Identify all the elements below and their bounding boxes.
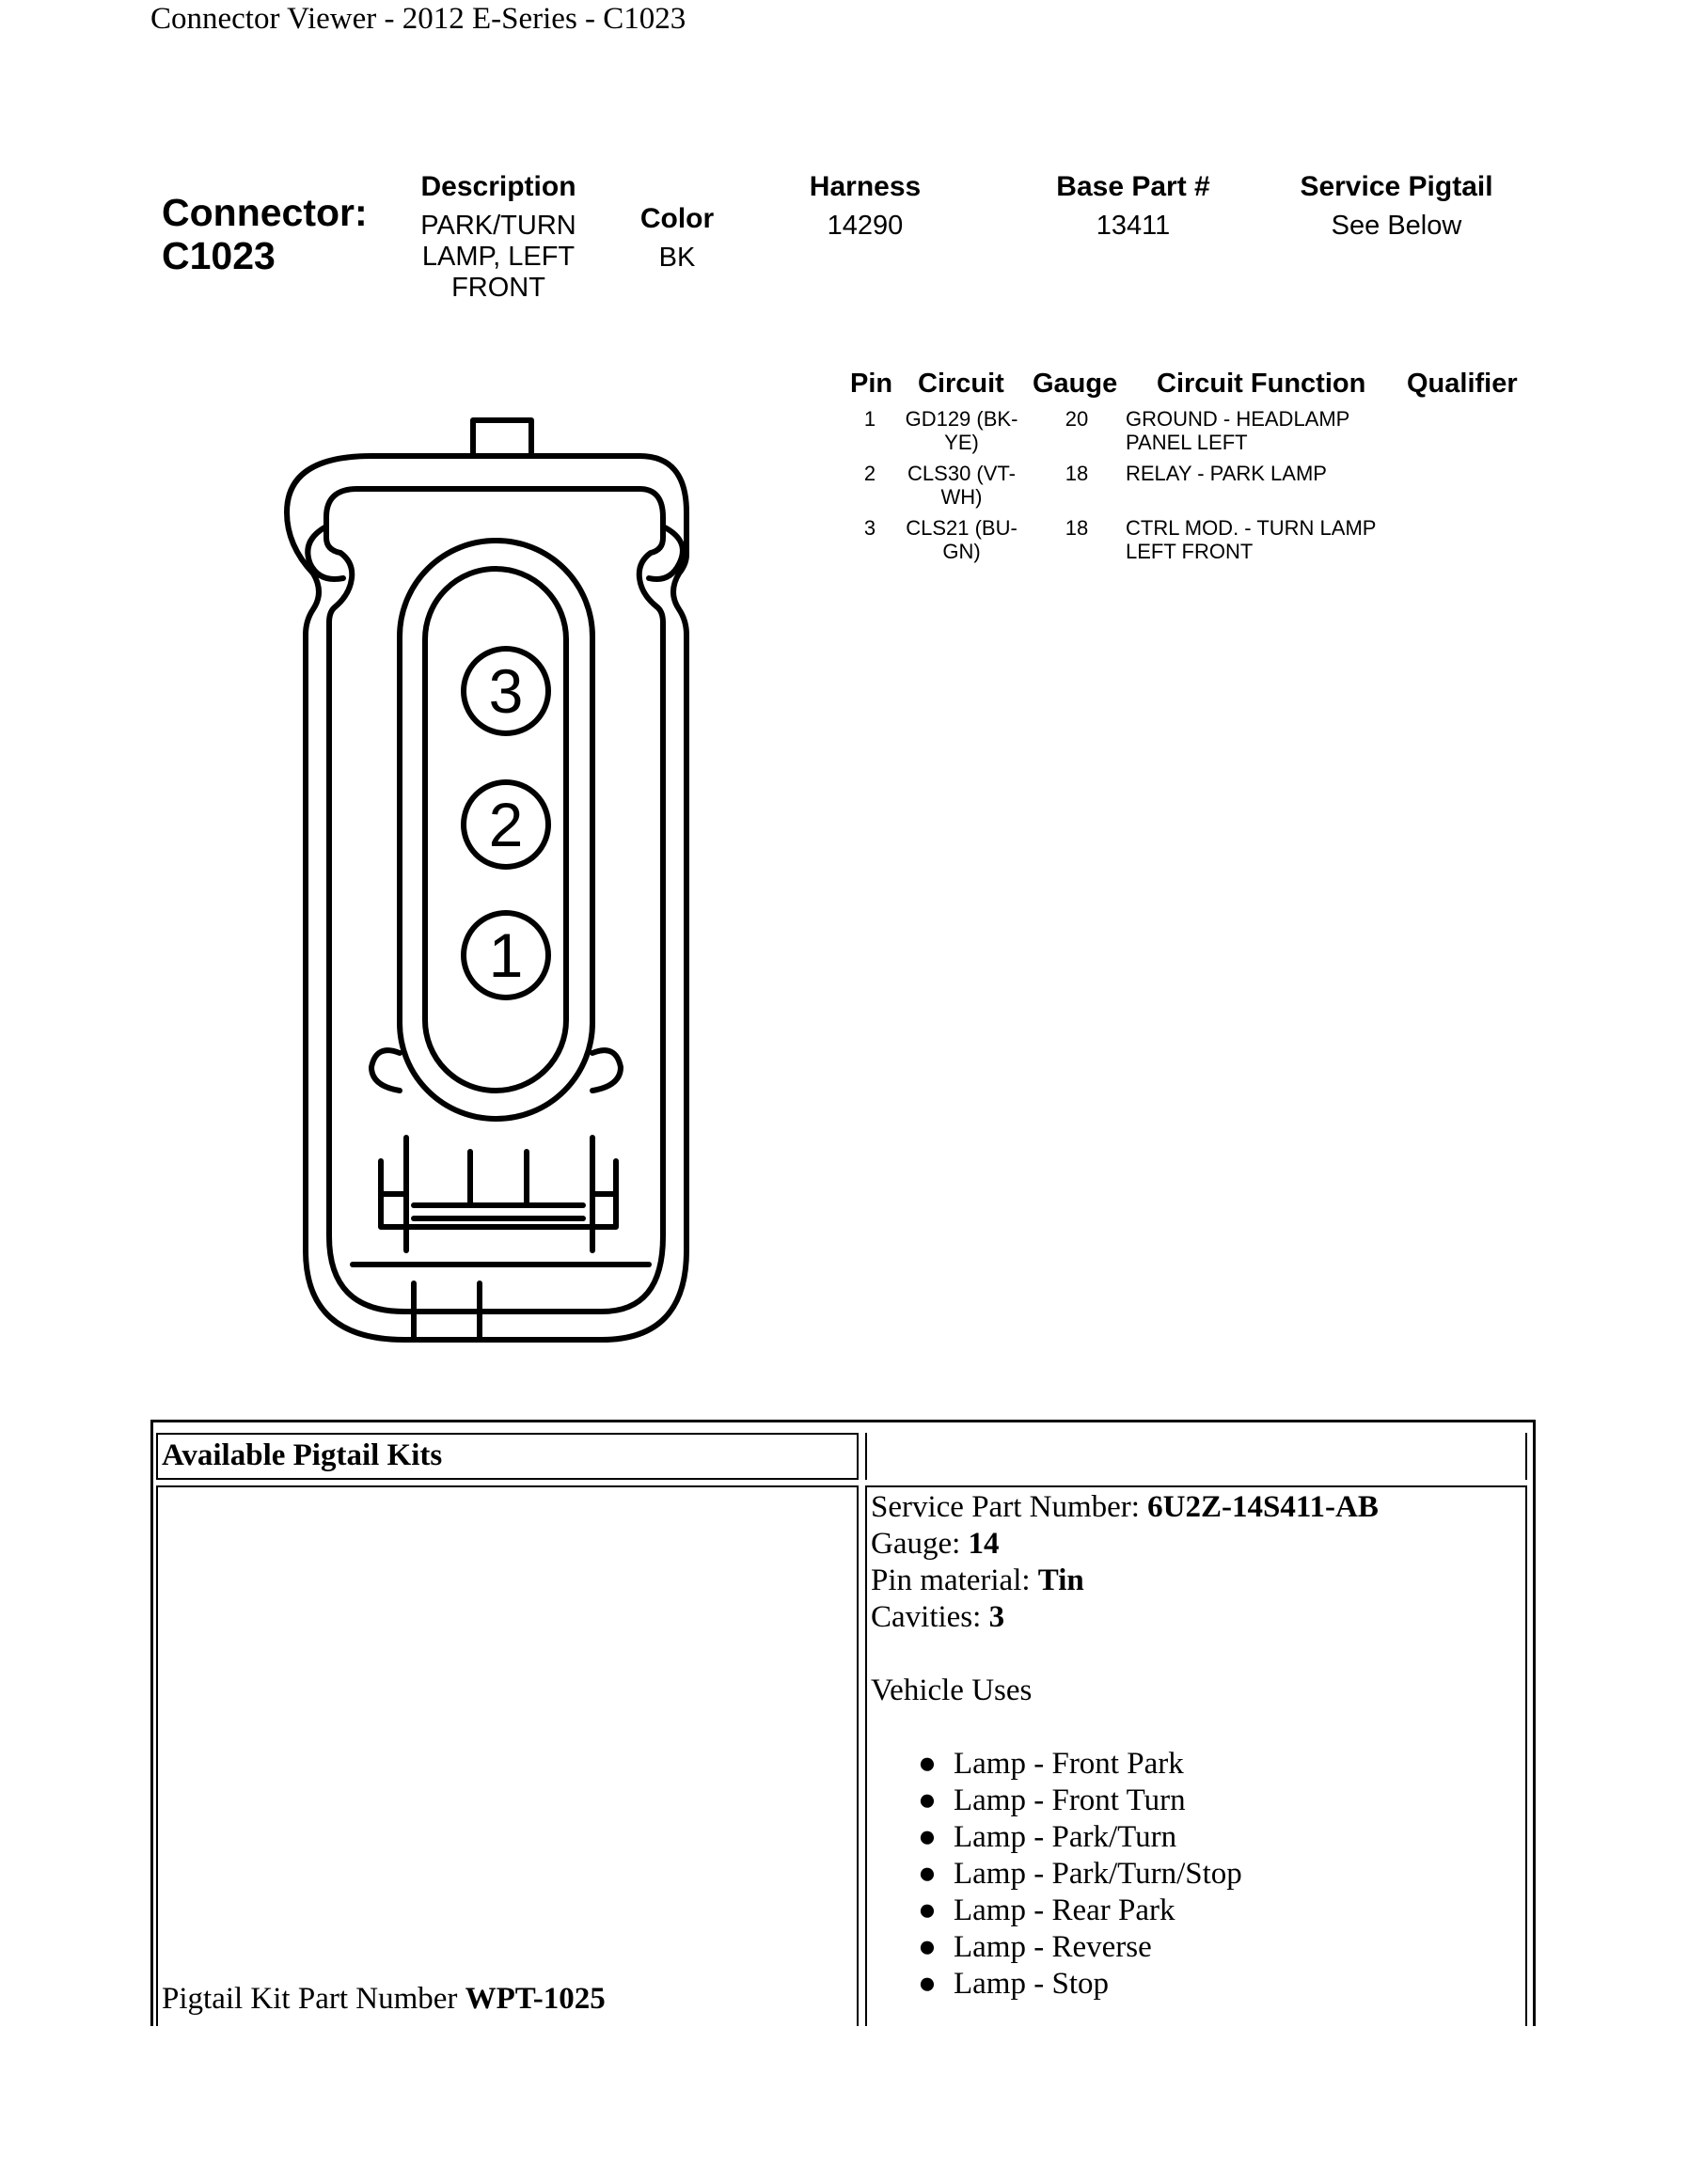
pin-cell: 2 bbox=[863, 462, 876, 485]
cavities bbox=[871, 1599, 1520, 1636]
vehicle-uses-label: Vehicle Uses bbox=[871, 1673, 1033, 1707]
circuit-cell-line: GD129 (BK- bbox=[905, 407, 1018, 431]
list-item bbox=[918, 1819, 1520, 1856]
function-cell-line: PANEL LEFT bbox=[1126, 431, 1248, 454]
cavities-value: 3 bbox=[988, 1600, 1005, 1634]
description-line: LAMP, LEFT bbox=[421, 242, 576, 272]
circuit-cell-line: CLS21 (BU- bbox=[906, 516, 1018, 540]
description-value bbox=[395, 211, 602, 304]
service-part-value: 6U2Z-14S411-AB bbox=[1147, 1490, 1379, 1524]
circuit-header: Circuit bbox=[918, 369, 1004, 399]
kit-gauge bbox=[871, 1526, 1520, 1563]
function-cell bbox=[1126, 462, 1327, 485]
connector-label-line1: Connector: bbox=[162, 191, 368, 234]
pin-number-label: 3 bbox=[488, 656, 524, 726]
bullet-icon: ● bbox=[918, 1747, 937, 1781]
description-line: FRONT bbox=[451, 273, 545, 303]
pigtail-kit-part-label: Pigtail Kit Part Number bbox=[162, 1982, 465, 2016]
circuit-cell bbox=[898, 516, 1025, 563]
description-line: PARK/TURN bbox=[420, 211, 576, 241]
gauge-cell: 18 bbox=[1065, 516, 1089, 540]
service-part-number bbox=[871, 1489, 1520, 1526]
base-part-label: Base Part # bbox=[1056, 171, 1210, 202]
function-cell-line: LEFT FRONT bbox=[1126, 540, 1254, 563]
vehicle-use-text: Lamp - Front Turn bbox=[954, 1783, 1186, 1817]
function-cell-line: RELAY - PARK LAMP bbox=[1126, 462, 1327, 485]
gauge-cell: 20 bbox=[1065, 407, 1089, 431]
bullet-icon: ● bbox=[918, 1930, 937, 1964]
bullet-icon: ● bbox=[918, 1967, 937, 2001]
circuit-cell bbox=[898, 462, 1025, 509]
pin-header: Pin bbox=[850, 369, 893, 399]
vehicle-use-text: Lamp - Front Park bbox=[954, 1747, 1184, 1781]
vehicle-use-text: Lamp - Reverse bbox=[954, 1930, 1152, 1964]
pigtail-kit-part-number bbox=[162, 1981, 606, 2018]
vehicle-use-text: Lamp - Rear Park bbox=[954, 1893, 1175, 1927]
pigtail-kit-part-value: WPT-1025 bbox=[465, 1982, 606, 2016]
service-pigtail-value: See Below bbox=[1331, 211, 1462, 241]
pin-number-label: 2 bbox=[488, 790, 524, 859]
cavities-label: Cavities: bbox=[871, 1600, 989, 1634]
list-item bbox=[918, 1893, 1520, 1929]
harness-value: 14290 bbox=[827, 211, 904, 241]
pigtail-kits-table bbox=[150, 1420, 1536, 2026]
service-part-details bbox=[871, 1489, 1520, 2003]
list-item bbox=[918, 1783, 1520, 1819]
bullet-icon: ● bbox=[918, 1783, 937, 1817]
pin-material-label: Pin material: bbox=[871, 1563, 1038, 1597]
circuit-cell-line: CLS30 (VT- bbox=[907, 462, 1016, 485]
pin-material bbox=[871, 1563, 1520, 1599]
connector-id: C1023 bbox=[162, 234, 276, 277]
function-cell-line: GROUND - HEADLAMP bbox=[1126, 407, 1350, 431]
bullet-icon: ● bbox=[918, 1893, 937, 1927]
gauge-header: Gauge bbox=[1033, 369, 1118, 399]
circuit-function-header: Circuit Function bbox=[1157, 369, 1366, 399]
harness-label: Harness bbox=[809, 171, 922, 202]
pin-3 bbox=[464, 649, 548, 733]
function-cell bbox=[1126, 407, 1349, 454]
pin-number-label: 1 bbox=[488, 920, 524, 990]
function-cell-line: CTRL MOD. - TURN LAMP bbox=[1126, 516, 1377, 540]
circuit-cell-line: GN) bbox=[942, 540, 981, 563]
pigtail-kits-heading: Available Pigtail Kits bbox=[162, 1438, 443, 1472]
connector-label bbox=[162, 191, 368, 277]
pin-material-value: Tin bbox=[1037, 1563, 1084, 1597]
connector-face-diagram bbox=[273, 404, 705, 1354]
vehicle-use-text: Lamp - Park/Turn/Stop bbox=[954, 1857, 1242, 1891]
description-label: Description bbox=[420, 171, 576, 202]
qualifier-header: Qualifier bbox=[1407, 369, 1518, 399]
gauge-cell: 18 bbox=[1065, 462, 1089, 485]
circuit-cell-line: YE) bbox=[944, 431, 979, 454]
bullet-icon: ● bbox=[918, 1820, 937, 1854]
service-part-label: Service Part Number: bbox=[871, 1490, 1148, 1524]
list-item bbox=[918, 1966, 1520, 2003]
list-item bbox=[918, 1856, 1520, 1893]
pin-cell: 3 bbox=[863, 516, 876, 540]
vehicle-uses-list bbox=[918, 1746, 1520, 2003]
base-part-value: 13411 bbox=[1096, 211, 1171, 241]
pin-1 bbox=[464, 913, 548, 998]
circuit-cell-line: WH) bbox=[940, 485, 983, 509]
kit-gauge-value: 14 bbox=[968, 1527, 1000, 1561]
pin-cell: 1 bbox=[863, 407, 876, 431]
list-item bbox=[918, 1746, 1520, 1783]
circuit-cell bbox=[898, 407, 1025, 454]
vehicle-use-text: Lamp - Park/Turn bbox=[954, 1820, 1177, 1854]
page-title: Connector Viewer - 2012 E-Series - C1023 bbox=[150, 2, 686, 36]
housing-inner-outline bbox=[326, 489, 663, 1312]
service-pigtail-label: Service Pigtail bbox=[1300, 171, 1493, 202]
pin-2 bbox=[464, 782, 548, 867]
vehicle-use-text: Lamp - Stop bbox=[954, 1967, 1109, 2001]
bullet-icon: ● bbox=[918, 1857, 937, 1891]
locking-tab bbox=[473, 420, 531, 456]
color-value: BK bbox=[658, 243, 696, 273]
list-item bbox=[918, 1929, 1520, 1966]
kit-gauge-label: Gauge: bbox=[871, 1527, 969, 1561]
function-cell bbox=[1126, 516, 1376, 563]
color-label: Color bbox=[639, 203, 715, 234]
